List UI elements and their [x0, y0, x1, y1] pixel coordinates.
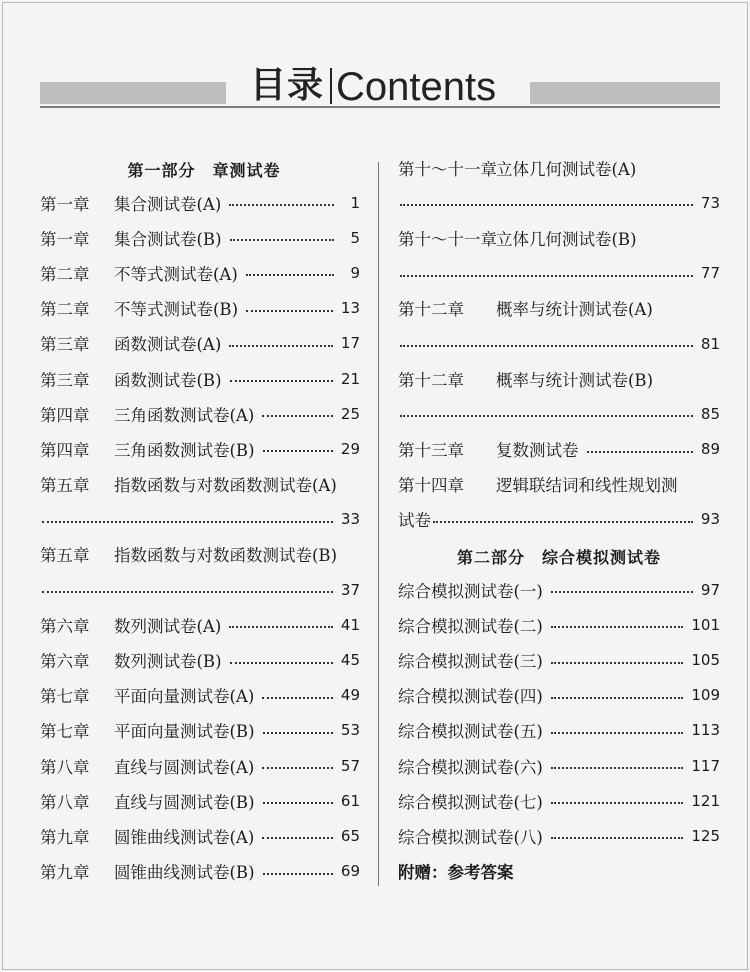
- chapter-label: 第一章: [40, 229, 90, 249]
- chapter-label: 第九章: [40, 863, 90, 883]
- page-number: 69: [340, 862, 360, 881]
- entry-title: 指数函数与对数函数测试卷(A): [114, 476, 337, 496]
- toc-entry[interactable]: [398, 642, 720, 677]
- toc-entry[interactable]: [398, 572, 720, 607]
- entry-title: 综合模拟测试卷(七): [398, 792, 543, 812]
- entry-title: 概率与统计测试卷(A): [496, 300, 653, 320]
- leader-dots: [551, 591, 693, 593]
- leader-dots: [551, 697, 683, 699]
- toc-entry[interactable]: [398, 432, 720, 467]
- toc-entry[interactable]: [398, 291, 720, 326]
- chapter-label: 第十二章: [398, 370, 464, 390]
- entry-title: 指数函数与对数函数测试卷(B): [114, 546, 337, 566]
- leader-dots: [263, 732, 333, 734]
- leader-dots: [42, 591, 333, 593]
- page-number: 89: [700, 440, 720, 459]
- page-number: 21: [340, 369, 360, 388]
- toc-entry[interactable]: [40, 607, 360, 642]
- chapter-label: 第四章: [40, 440, 90, 460]
- page-number: 81: [700, 334, 720, 353]
- chapter-label: 第七章: [40, 687, 90, 707]
- chapter-label: 第一章: [40, 194, 90, 214]
- toc-entry[interactable]: [398, 150, 720, 185]
- section-heading-part2: 第二部分 综合模拟测试卷: [456, 548, 661, 568]
- chapter-label: 第十四章: [398, 476, 464, 496]
- toc-entry[interactable]: [398, 361, 720, 396]
- leader-dots: [551, 662, 683, 664]
- entry-title: 综合模拟测试卷(四): [398, 687, 543, 707]
- leader-dots: [230, 239, 335, 241]
- toc-entry[interactable]: [40, 678, 360, 713]
- page-number: 65: [340, 826, 360, 845]
- leader-dots: [230, 380, 333, 382]
- toc-entry[interactable]: [40, 361, 360, 396]
- entry-title: 直线与圆测试卷(B): [114, 792, 255, 812]
- page-number: 73: [700, 193, 720, 212]
- entry-title: 综合模拟测试卷(八): [398, 827, 543, 847]
- toc-entry-continuation[interactable]: [40, 502, 360, 537]
- toc-entry[interactable]: [40, 467, 360, 502]
- title-chinese: 目录: [250, 65, 325, 106]
- entry-title: 综合模拟测试卷(六): [398, 757, 543, 777]
- entry-title: 综合模拟测试卷(一): [398, 581, 543, 601]
- chapter-label: 第十～十一章: [398, 159, 497, 179]
- toc-entry[interactable]: [398, 783, 720, 818]
- page-number: 57: [340, 756, 360, 775]
- leader-dots: [400, 345, 693, 347]
- page-number: 97: [700, 580, 720, 599]
- chapter-label: 第六章: [40, 616, 90, 636]
- leader-dots: [551, 837, 683, 839]
- entry-title: 复数测试卷: [496, 441, 579, 461]
- entry-title: 函数测试卷(A): [114, 335, 222, 355]
- page-number: 9: [350, 263, 360, 282]
- toc-entry[interactable]: [398, 220, 720, 255]
- leader-dots: [551, 626, 683, 628]
- toc-entry[interactable]: [40, 537, 360, 572]
- leader-dots: [246, 310, 333, 312]
- toc-entry[interactable]: [40, 396, 360, 431]
- chapter-label: 第十二章: [398, 300, 464, 320]
- leader-dots: [262, 767, 333, 769]
- toc-entry[interactable]: [398, 818, 720, 853]
- entry-title: 立体几何测试卷(A): [496, 159, 637, 179]
- toc-right-column: [398, 150, 720, 889]
- toc-entry[interactable]: [40, 185, 360, 220]
- title-english: Contents: [336, 65, 497, 109]
- leader-dots: [262, 415, 333, 417]
- entry-title: 集合测试卷(A): [114, 194, 222, 214]
- entry-title: 集合测试卷(B): [114, 229, 222, 249]
- page-number: 1: [350, 193, 360, 212]
- entry-title: 数列测试卷(B): [114, 652, 222, 672]
- chapter-label: 第八章: [40, 792, 90, 812]
- leader-dots: [400, 415, 693, 417]
- page-number: 61: [340, 791, 360, 810]
- chapter-label: 第三章: [40, 370, 90, 390]
- entry-title: 平面向量测试卷(A): [114, 687, 255, 707]
- toc-entry-continuation[interactable]: [398, 185, 720, 220]
- page-number: 37: [340, 580, 360, 599]
- page-number: 113: [691, 721, 720, 740]
- page-number: 13: [340, 299, 360, 318]
- leader-dots: [263, 450, 333, 452]
- entry-title: 函数测试卷(B): [114, 370, 222, 390]
- page-number: 5: [350, 228, 360, 247]
- chapter-label: 第十三章: [398, 441, 464, 461]
- entry-title: 综合模拟测试卷(二): [398, 616, 543, 636]
- column-divider: [378, 162, 379, 886]
- toc-entry-continuation[interactable]: [398, 502, 720, 537]
- leader-dots: [263, 873, 333, 875]
- toc-entry[interactable]: [398, 467, 720, 502]
- header-bar-left: [40, 82, 226, 104]
- entry-title: 立体几何测试卷(B): [496, 229, 637, 249]
- chapter-label: 第二章: [40, 300, 90, 320]
- entry-title: 直线与圆测试卷(A): [114, 757, 255, 777]
- toc-entry[interactable]: [398, 607, 720, 642]
- toc-entry[interactable]: [40, 326, 360, 361]
- toc-entry[interactable]: [40, 255, 360, 290]
- leader-dots: [229, 345, 333, 347]
- leader-dots: [262, 697, 333, 699]
- toc-entry[interactable]: [40, 783, 360, 818]
- leader-dots: [42, 521, 333, 523]
- page-number: 49: [340, 686, 360, 705]
- entry-title: 概率与统计测试卷(B): [496, 370, 653, 390]
- entry-title-continued: 试卷: [398, 511, 431, 531]
- leader-dots: [551, 802, 683, 804]
- leader-dots: [263, 802, 333, 804]
- leader-dots: [229, 626, 333, 628]
- toc-entry-continuation[interactable]: [40, 572, 360, 607]
- entry-title: 综合模拟测试卷(五): [398, 722, 543, 742]
- page-number: 117: [691, 756, 720, 775]
- toc-left-column: [40, 150, 360, 889]
- toc-entry[interactable]: [40, 642, 360, 677]
- page-number: 25: [340, 404, 360, 423]
- page-number: 33: [340, 510, 360, 529]
- toc-entry[interactable]: [398, 713, 720, 748]
- toc-entry-continuation[interactable]: [398, 396, 720, 431]
- toc-entry[interactable]: [40, 713, 360, 748]
- page-number: 45: [340, 651, 360, 670]
- entry-title: 三角函数测试卷(A): [114, 405, 255, 425]
- leader-dots: [551, 767, 683, 769]
- page-number: 121: [691, 791, 720, 810]
- chapter-label: 第四章: [40, 405, 90, 425]
- leader-dots: [246, 274, 334, 276]
- header-bar-right: [530, 82, 720, 104]
- toc-entry[interactable]: [40, 818, 360, 853]
- page-number: 29: [340, 439, 360, 458]
- toc-entry[interactable]: [40, 220, 360, 255]
- toc-entry-continuation[interactable]: [398, 256, 720, 291]
- chapter-label: 第九章: [40, 827, 90, 847]
- entry-title: 圆锥曲线测试卷(A): [114, 827, 255, 847]
- toc-entry[interactable]: [398, 748, 720, 783]
- chapter-label: 第五章: [40, 546, 90, 566]
- leader-dots: [230, 662, 333, 664]
- page-number: 109: [691, 686, 720, 705]
- toc-entry[interactable]: [40, 748, 360, 783]
- leader-dots: [400, 204, 693, 206]
- chapter-label: 第五章: [40, 476, 90, 496]
- contents-header: [40, 64, 720, 110]
- page-number: 17: [340, 334, 360, 353]
- entry-title: 不等式测试卷(B): [114, 300, 238, 320]
- page-number: 53: [340, 721, 360, 740]
- chapter-label: 第十～十一章: [398, 229, 497, 249]
- page-number: 41: [340, 615, 360, 634]
- chapter-label: 第八章: [40, 757, 90, 777]
- page-number: 105: [691, 651, 720, 670]
- entry-title: 三角函数测试卷(B): [114, 440, 255, 460]
- toc-entry[interactable]: [40, 291, 360, 326]
- chapter-label: 第二章: [40, 264, 90, 284]
- entry-title: 不等式测试卷(A): [114, 264, 238, 284]
- page-number: 85: [700, 404, 720, 423]
- chapter-label: 第三章: [40, 335, 90, 355]
- entry-title: 数列测试卷(A): [114, 616, 222, 636]
- page-number: 93: [700, 510, 720, 529]
- entry-title: 综合模拟测试卷(三): [398, 652, 543, 672]
- page-number: 101: [691, 615, 720, 634]
- section-heading-part1: 第一部分 章测试卷: [127, 161, 281, 180]
- toc-entry[interactable]: [398, 678, 720, 713]
- page-number: 125: [691, 826, 720, 845]
- leader-dots: [262, 837, 333, 839]
- toc-entry[interactable]: [40, 431, 360, 466]
- leader-dots: [551, 732, 683, 734]
- leader-dots: [587, 451, 693, 453]
- entry-title: 圆锥曲线测试卷(B): [114, 863, 255, 883]
- leader-dots: [400, 275, 693, 277]
- page-number: 77: [700, 264, 720, 283]
- title-separator: [330, 68, 332, 104]
- chapter-label: 第六章: [40, 652, 90, 672]
- leader-dots: [433, 521, 693, 523]
- entry-title: 平面向量测试卷(B): [114, 722, 255, 742]
- entry-title: 逻辑联结词和线性规划测: [496, 476, 678, 496]
- leader-dots: [229, 204, 334, 206]
- chapter-label: 第七章: [40, 722, 90, 742]
- toc-entry[interactable]: [40, 854, 360, 889]
- appendix-entry[interactable]: 附赠：参考答案: [398, 863, 514, 883]
- toc-entry-continuation[interactable]: [398, 326, 720, 361]
